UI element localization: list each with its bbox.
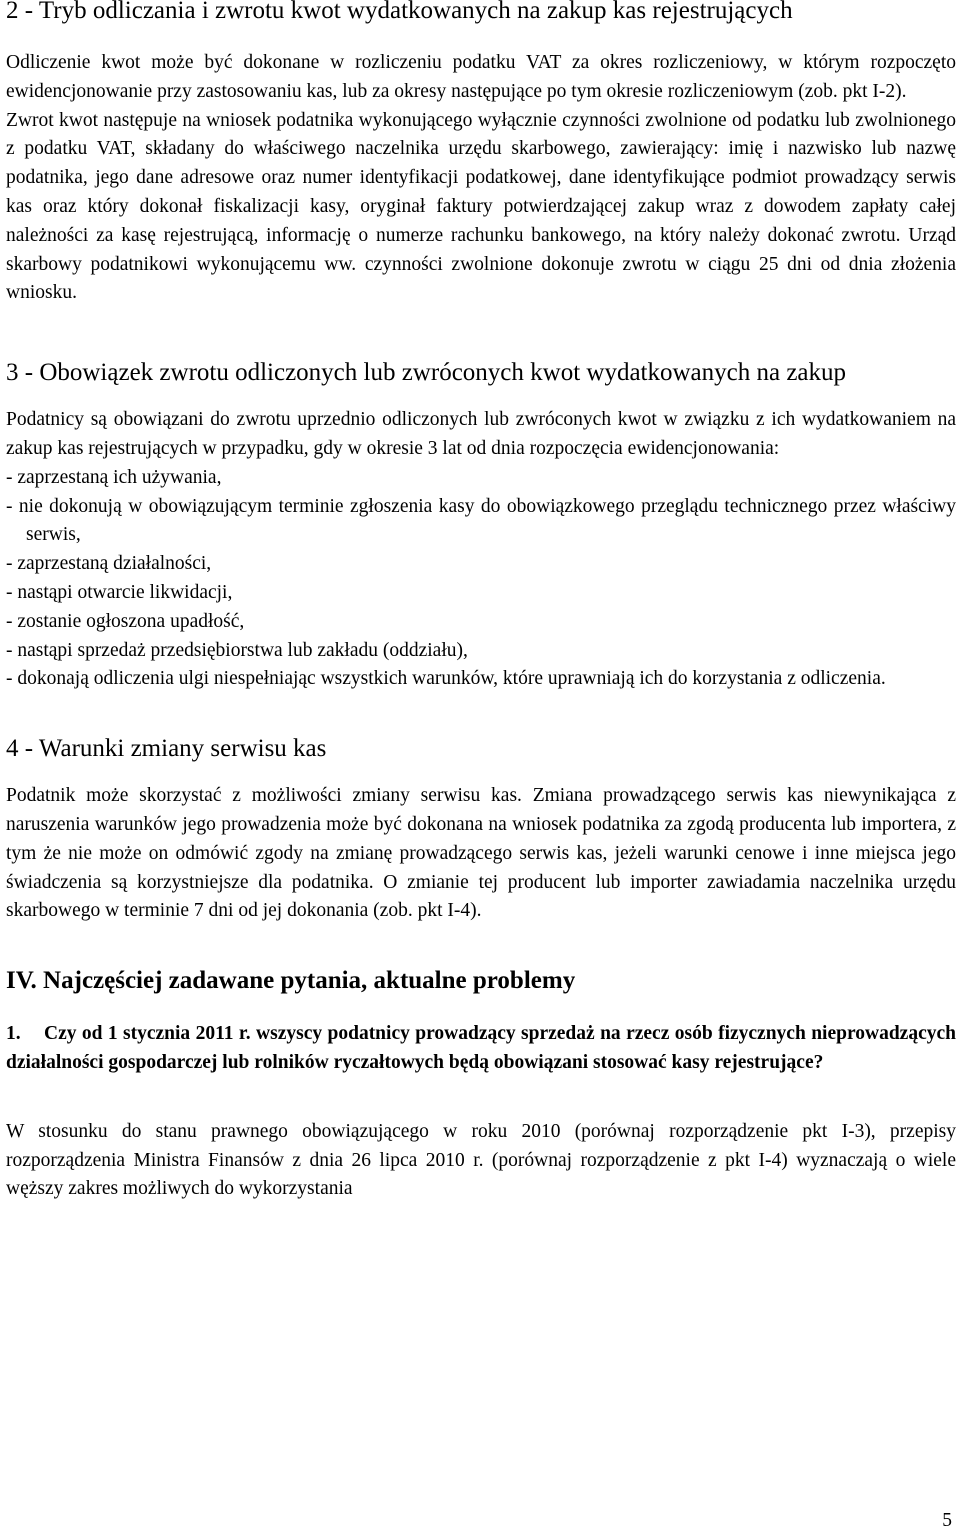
section-2-paragraph-1: Odliczenie kwot może być dokonane w rozliczeniu podatku VAT za okres rozliczeniowy, w którym rozpoczęto ewidencjonowanie przy zastosowaniu kas, lub za okresy następujące po tym okresie rozliczeniowym (zob. pkt I-2). bbox=[6, 52, 956, 102]
list-item: - zaprzestaną ich używania, bbox=[6, 466, 222, 488]
list-item: - dokonają odliczenia ulgi niespełniając wszystkich warunków, które uprawniają ich do korzystania z odliczenia. bbox=[6, 668, 886, 690]
question-text: Czy od 1 stycznia 2011 r. wszyscy podatnicy prowadzący sprzedaż na rzecz osób fizycznych nieprowadzących działalności gospodarczej lub rolników ryczałtowych będą obowiązani stosować kasy rejestrujące? bbox=[6, 1023, 956, 1073]
list-item: - zaprzestaną działalności, bbox=[6, 553, 212, 575]
question-number: 1. bbox=[6, 1023, 21, 1045]
list-item: - nastąpi otwarcie likwidacji, bbox=[6, 581, 233, 603]
section-3-conditions-list bbox=[6, 464, 956, 694]
page-number: 5 bbox=[942, 1510, 952, 1531]
list-item: - zostanie ogłoszona upadłość, bbox=[6, 610, 245, 632]
answer-paragraph: W stosunku do stanu prawnego obowiązującego w roku 2010 (porównaj rozporządzenie pkt I-3), przepisy rozporządzenia Ministra Finansów z dnia 26 lipca 2010 r. (porównaj rozporządzenie z pkt I-4) wyznaczają o wiele węższy zakres możliwych do wykorzystania bbox=[6, 1120, 956, 1200]
section-2-paragraph-2: Zwrot kwot następuje na wniosek podatnika wykonującego wyłącznie czynności zwolnione od podatku lub zwolnionego z podatku VAT, składany do właściwego naczelnika urzędu skarbowego, zawierający: imię i nazwisko lub nazwę podatnika, jego dane adresowe oraz numer identyfikacji podatkowej, dane identyfikujące podmiot prowadzący serwis kas oraz który dokonał fiskalizacji kasy, oryginał faktury potwierdzającej zakup wraz z dowodem zapłaty całej należności za kasę rejestrującą, informację o numerze rachunku bankowego, na który należy dokonać zwrotu. Urząd skarbowy podatnikowi wykonującemu ww. czynności zwolnione dokonuje zwrotu w ciągu 25 dni od dnia złożenia wniosku. bbox=[6, 109, 956, 304]
document-page bbox=[6, 0, 956, 1204]
section-3-intro: Podatnicy są obowiązani do zwrotu uprzednio odliczonych lub zwróconych kwot w związku z ich wydatkowaniem na zakup kas rejestrujących w przypadku, gdy w okresie 3 lat od dnia rozpoczęcia ewidencjonowania: bbox=[6, 409, 956, 459]
chapter-iv-heading: IV. Najczęściej zadawane pytania, aktualne problemy bbox=[6, 967, 576, 995]
section-4-heading: 4 - Warunki zmiany serwisu kas bbox=[6, 735, 327, 763]
list-item: - nastąpi sprzedaż przedsiębiorstwa lub zakładu (oddziału), bbox=[6, 639, 468, 661]
section-3-heading: 3 - Obowiązek zwrotu odliczonych lub zwróconych kwot wydatkowanych na zakup bbox=[6, 359, 847, 387]
question-1 bbox=[6, 1020, 956, 1078]
list-item: - nie dokonują w obowiązującym terminie zgłoszenia kasy do obowiązkowego przeglądu technicznego przez właściwy serwis, bbox=[6, 495, 956, 546]
section-4-paragraph: Podatnik może skorzystać z możliwości zmiany serwisu kas. Zmiana prowadzącego serwis kas niewynikająca z naruszenia warunków jego prowadzenia może być dokonana na wniosek podatnika za zgodą producenta lub importera, z tym że nie może on odmówić zgody na zmianę prowadzącego serwis kas, jeżeli warunki cenowe i inne miejsca jego świadczenia są korzystniejsze dla podatnika. O zmianie tej producent lub importer zawiadamia naczelnika urzędu skarbowego w terminie 7 dni od jej dokonania (zob. pkt I-4). bbox=[6, 785, 956, 922]
section-2-heading: 2 - Tryb odliczania i zwrotu kwot wydatkowanych na zakup kas rejestrujących bbox=[6, 0, 793, 24]
